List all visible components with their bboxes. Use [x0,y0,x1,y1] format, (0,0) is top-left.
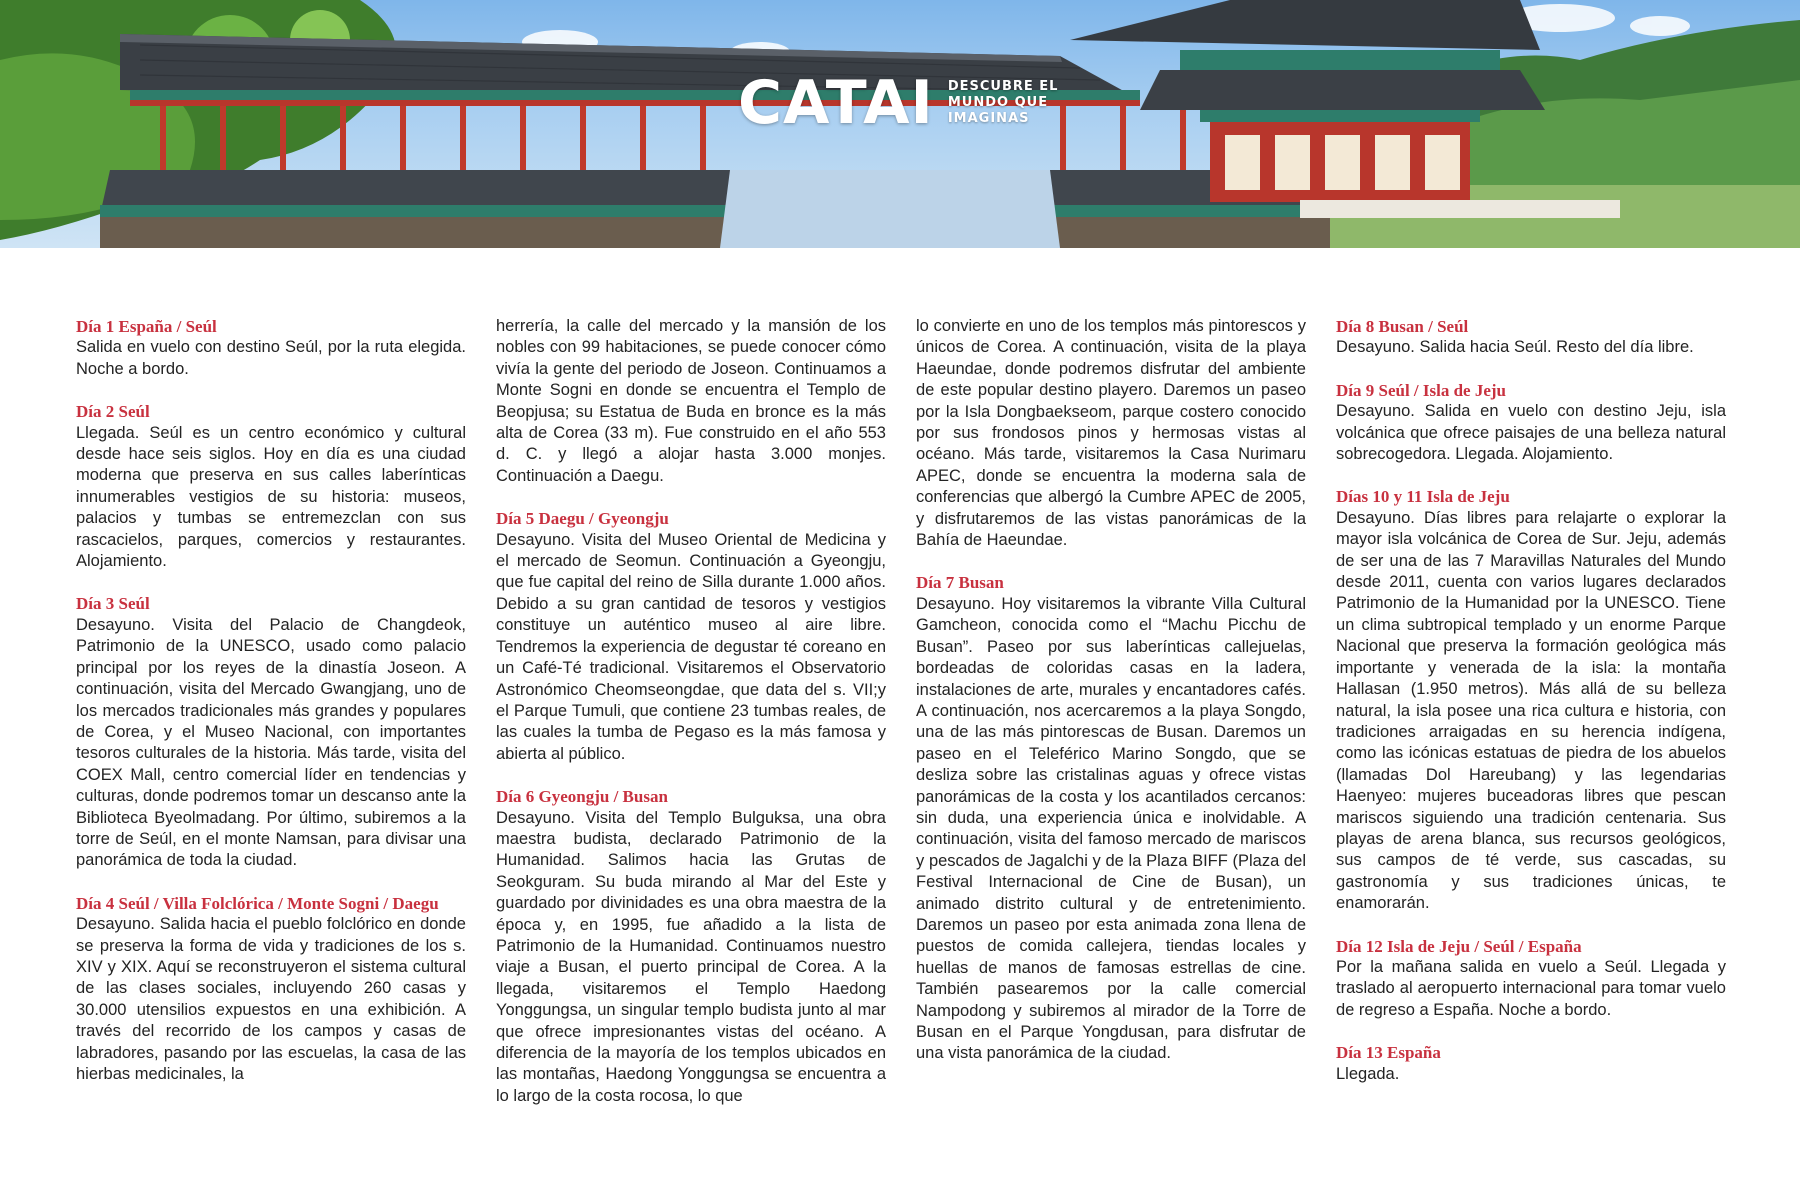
day-description: Desayuno. Visita del Palacio de Changdeok, Patrimonio de la UNESCO, usado como palacio principal por los reyes de la dinastía Joseon. A continuación, visita del Mercado Gwangjang, uno de los mercados tradicionales más grandes y populares de Corea, y el Museo Nacional, con importantes tesoros culturales de la historia. Más tarde, visita del COEX Mall, centro comercial líder en tendencias y culturas, donde podremos tomar un descanso ante la Biblioteca Byeolmadang. Por último, subiremos a la torre de Seúl, en el monte Namsan, para divisar una panorámica de toda la ciudad. [76,615,466,870]
day-description: Salida en vuelo con destino Seúl, por la ruta elegida. Noche a bordo. [76,338,466,378]
day-title: Día 3 Seúl [76,594,150,614]
day-title: Día 8 Busan / Seúl [1336,317,1469,336]
tagline-line-1: DESCUBRE EL [947,79,1059,94]
day-title: Día 13 España [1336,1043,1441,1063]
itinerary-column-2 [496,316,886,1128]
day-title: Día 12 Isla de Jeju / Seúl / España [1336,936,1582,956]
day-entry [76,401,466,572]
day-description: Desayuno. Salida hacia el pueblo folclórico en donde se preserva la forma de vida y tradiciones de los s. XIV y XIX. Aquí se reconstruyeron el sistema cultural de las clases sociales, incluyendo 260 casas y 30.000 utensilios expuestos en una exhibición. A través del recorrido de los campos y casas de labradores, pasando por las escuelas, la casa de las hierbas medicinales, la [76,915,466,1083]
day-description: Desayuno. Salida hacia Seúl. Resto del día libre. [1336,338,1694,357]
logo-wordmark: CATAI [738,68,934,138]
day-entry [1336,486,1726,914]
day-entry [76,593,466,871]
day-title: Día 6 Gyeongju / Busan [496,787,668,807]
day-title: Día 9 Seúl / Isla de Jeju [1336,380,1507,400]
day-title: Día 7 Busan [916,573,1004,593]
day-entry [1336,380,1726,466]
itinerary-column-4 [1336,316,1726,1106]
day-description: Llegada. Seúl es un centro económico y cultural desde hace seis siglos. Hoy en día es una ciudad moderna que preserva en sus calles laberínticas innumerables vestigios de su historia: museos, palacios y tumbas se entremezclan con sus rascacielos, parques, comercios y restaurantes. Alojamiento. [76,423,466,571]
day-continuation: herrería, la calle del mercado y la mansión de los nobles con 99 habitaciones, se puede conocer cómo vivía la gente del periodo de Joseon. Continuamos a Monte Sogni en donde se encuentra el Templo de Beopjusa; su Estatua de Buda en bronce es la más alta de Corea (33 m). Fue construido en el año 553 d. C. y llegó a alojar hasta 3.000 monjes. Continuación a Daegu. [496,317,886,485]
day-description: Desayuno. Visita del Museo Oriental de Medicina y el mercado de Seomun. Continuación a Gyeongju, que fue capital del reino de Silla durante 1.000 años. Debido a su gran cantidad de tesoros y vestigios constituye un auténtico museo al aire libre. Tendremos la experiencia de degustar té coreano en un Café-Té tradicional. Visitaremos el Observatorio Astronómico Cheomseongdae, que data del s. VII;y el Parque Tumuli, que contiene 23 tumbas reales, de las cuales la tumba de Pegaso es la más famosa y abierta al público. [496,530,886,763]
day-entry [76,316,466,380]
day-entry [1336,1042,1726,1085]
day-entry [916,572,1306,1064]
day-entry [1336,936,1726,1022]
logo-tagline [948,79,1059,127]
day-description: Desayuno. Días libres para relajarte o explorar la mayor isla volcánica de Corea de Sur. Jeju, además de ser una de las 7 Maravillas Naturales del Mundo desde 2011, cuenta con varios lugares declarados Patrimonio de la Humanidad por la UNESCO. Tiene un clima subtropical templado y un enorme Parque Nacional que preserva la formación geológica más importante y venerada de la isla: la montaña Hallasan (1.950 metros). Más allá de su belleza natural, la isla posee una rica cultura e historia, con tradiciones arraigadas en su herencia indígena, como las icónicas estatuas de piedra de los abuelos (llamadas Dol Hareubang) y las legendarias Haenyeo: mujeres buceadoras libres que pescan mariscos siguiendo una tradición centenaria. Sus playas de arena blanca, sus recursos geológicos, sus campos de té verde, sus cascadas, su gastronomía y sus tradiciones únicas, te enamorarán. [1336,508,1726,913]
day-description: Llegada. [1336,1064,1400,1083]
day-entry [496,508,886,765]
day-entry [496,786,886,1107]
day-description: Desayuno. Hoy visitaremos la vibrante Villa Cultural Gamcheon, conocida como el “Machu Picchu de Busan”. Paseo por sus laberínticas callejuelas, bordeadas de coloridas casas en la ladera, instalaciones de arte, murales y encantadores cafés. A continuación, nos acercaremos a la playa Songdo, una de las más pintorescas de Busan. Daremos un paseo en el Teleférico Marino Songdo, que se desliza sobre las cristalinas aguas y ofrece vistas panorámicas de la costa y los acantilados cercanos: sin duda, una experiencia única e inolvidable. A continuación, visita del famoso mercado de mariscos y pescados de Jagalchi y de la Plaza BIFF (Plaza del Festival Internacional de Cine de Busan), un animado distrito cultural y de entretenimiento. Daremos un paseo por esta animada zona llena de puestos de comida callejera, tiendas locales y huellas de manos de famosas estrellas de cine. También pasearemos por la calle comercial Nampodong y subiremos al mirador de la Torre de Busan en el Parque Yongdusan, para disfrutar de una vista panorámica de la ciudad. [916,594,1306,1063]
day-entry [1336,316,1726,359]
day-title: Día 4 Seúl / Villa Folclórica / Monte Sogni / Daegu [76,893,439,913]
day-title: Día 2 Seúl [76,402,150,422]
day-title: Días 10 y 11 Isla de Jeju [1336,487,1510,507]
catai-logo[interactable] [738,70,1058,136]
tagline-line-2: MUNDO QUE [947,95,1049,110]
itinerary-column-1 [76,316,466,1106]
day-title: Día 5 Daegu / Gyeongju [496,509,669,529]
day-continuation: lo convierte en uno de los templos más pintorescos y únicos de Corea. A continuación, visita de la playa Haeundae, donde podremos disfrutar del ambiente de este popular destino playero. Daremos un paseo por la Isla Dongbaekseom, parque costero conocido por sus frondosos pinos y hermosas vistas al océano. Más tarde, visitaremos la Casa Nurimaru APEC, donde se encuentra la moderna sala de conferencias que albergó la Cumbre APEC de 2005, y disfrutaremos de las vistas panorámicas de la Bahía de Haeundae. [916,317,1306,550]
day-description: Desayuno. Salida en vuelo con destino Jeju, isla volcánica que ofrece paisajes de una belleza natural sobrecogedora. Llegada. Alojamiento. [1336,402,1726,464]
header-banner [0,0,1800,248]
itinerary-column-3 [916,316,1306,1086]
day-description: Por la mañana salida en vuelo a Seúl. Llegada y traslado al aeropuerto internacional para tomar vuelo de regreso a España. Noche a bordo. [1336,957,1726,1019]
tagline-line-3: IMAGINAS [947,111,1030,126]
day-description: Desayuno. Visita del Templo Bulguksa, una obra maestra budista, declarado Patrimonio de la Humanidad. Salimos hacia las Grutas de Seokguram. Su buda mirando al Mar del Este y guardado por divinidades es una obra maestra de la época y, en 1995, fue añadido a la lista de Patrimonio de la Humanidad. Continuamos nuestro viaje a Busan, el puerto principal de Corea. A la llegada, visitaremos el Templo Haedong Yonggungsa, un singular templo budista junto al mar que ofrece impresionantes vistas del océano. A diferencia de la mayoría de los templos ubicados en las montañas, Haedong Yonggungsa se encuentra a lo largo de la costa rocosa, lo que [496,808,886,1105]
day-title: Día 1 España / Seúl [76,317,217,336]
day-entry [76,893,466,1086]
